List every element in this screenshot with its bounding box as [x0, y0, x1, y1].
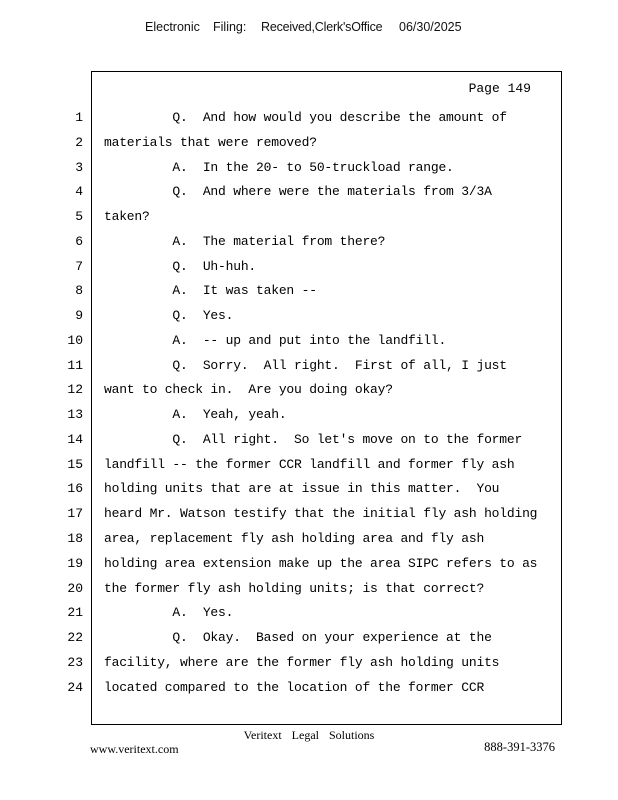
transcript-line: Q. And how would you describe the amount of: [104, 110, 507, 125]
line-number: 6: [75, 233, 83, 249]
transcript-line: Q. Uh-huh.: [104, 258, 257, 274]
transcript-text-block: [104, 106, 556, 700]
transcript-line: the former fly ash holding units; is that correct?: [104, 580, 485, 596]
line-number: 23: [67, 654, 83, 670]
line-number: 2: [75, 134, 83, 150]
transcript-line: Q. Sorry. All right. First of all, I just: [104, 357, 507, 373]
line-number: 4: [75, 184, 83, 200]
transcript-line: taken?: [104, 209, 150, 225]
footer-phone: 888-391-3376: [484, 740, 555, 754]
line-number: 13: [67, 407, 83, 423]
line-number: 21: [67, 605, 83, 621]
efiling-stamp-electronic: Electronic: [145, 20, 200, 34]
transcript-line: Q. And where were the materials from 3/3A: [104, 184, 492, 200]
line-number: 24: [67, 679, 83, 695]
transcript-line: Q. All right. So let's move on to the former: [104, 431, 523, 447]
line-number: 22: [67, 630, 83, 646]
transcript-line: located compared to the location of the former CCR: [104, 679, 485, 695]
line-number: 14: [67, 431, 83, 447]
transcript-line: Q. Yes.: [104, 308, 234, 324]
transcript-line: A. The material from there?: [104, 233, 386, 249]
transcript-line: facility, where are the former fly ash holding units: [104, 654, 500, 670]
efiling-stamp-received: Received,Clerk'sOffice: [261, 20, 383, 34]
line-number: 9: [75, 308, 83, 324]
transcript-line: landfill -- the former CCR landfill and former fly ash: [104, 456, 515, 472]
line-number: 7: [75, 258, 83, 274]
line-number: 17: [67, 506, 83, 522]
transcript-line: holding area extension make up the area SIPC refers to as: [104, 555, 538, 571]
transcript-line: A. Yeah, yeah.: [104, 407, 287, 423]
line-numbers-column: [55, 106, 83, 700]
transcript-line: want to check in. Are you doing okay?: [104, 382, 393, 398]
transcript-line: A. It was taken --: [104, 283, 317, 299]
footer-url: www.veritext.com: [90, 742, 179, 756]
transcript-line: holding units that are at issue in this matter. You: [104, 481, 500, 497]
line-number: 18: [67, 531, 83, 547]
line-number: 20: [67, 580, 83, 596]
transcript-line: A. -- up and put into the landfill.: [104, 332, 447, 348]
line-number: 16: [67, 481, 83, 497]
page-number-label: Page 149: [468, 81, 531, 96]
transcript-line: A. Yes.: [104, 605, 234, 621]
line-number: 11: [67, 357, 83, 373]
line-number: 15: [67, 456, 83, 472]
line-number: 1: [75, 110, 83, 125]
efiling-stamp-date: 06/30/2025: [399, 20, 462, 34]
transcript-line: A. In the 20- to 50-truckload range.: [104, 159, 454, 175]
transcript-line: Q. Okay. Based on your experience at the: [104, 630, 492, 646]
transcript-line: materials that were removed?: [104, 134, 317, 150]
transcript-line: area, replacement fly ash holding area and fly ash: [104, 531, 485, 547]
transcript-line: heard Mr. Watson testify that the initial fly ash holding: [104, 506, 538, 522]
line-number: 5: [75, 209, 83, 225]
footer-brand: Veritext Legal Solutions: [243, 728, 375, 742]
efiling-stamp-filing: Filing:: [213, 20, 247, 34]
line-number: 10: [67, 332, 83, 348]
line-number: 12: [67, 382, 83, 398]
line-number: 3: [75, 159, 83, 175]
line-number: 8: [75, 283, 83, 299]
line-number: 19: [67, 555, 83, 571]
